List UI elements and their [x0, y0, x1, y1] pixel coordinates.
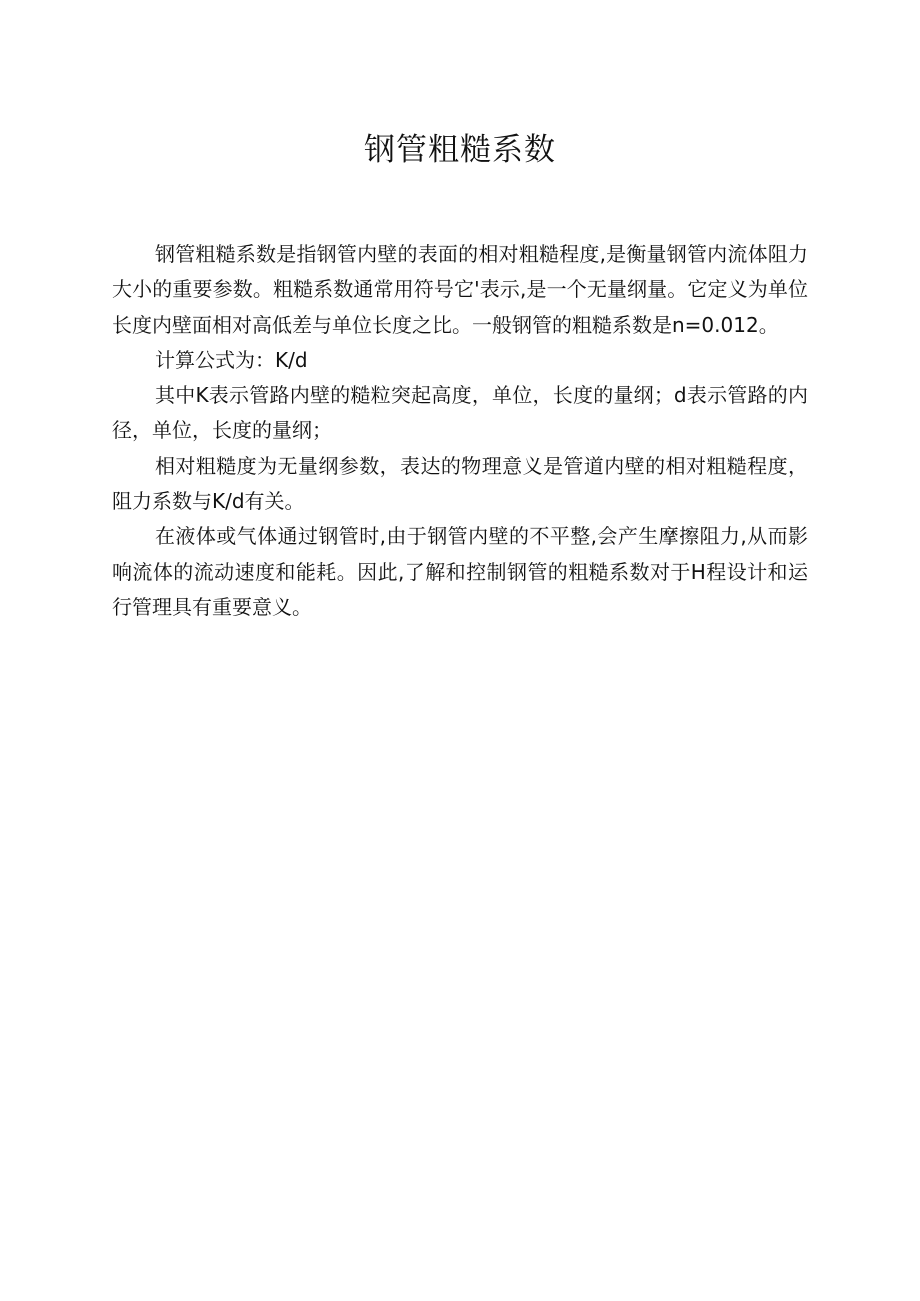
- paragraph-definition: 钢管粗糙系数是指钢管内壁的表面的相对粗糙程度,是衡量钢管内流体阻力大小的重要参数。粗糙系数通常用符号它'表示,是一个无量纲量。它定义为单位长度内壁面相对高低差与单位长度之比。一般钢管的粗糙系数是n=0.012。: [112, 242, 808, 337]
- document-title: 钢管粗糙系数: [364, 132, 556, 168]
- paragraph-significance: 在液体或气体通过钢管时,由于钢管内壁的不平整,会产生摩擦阻力,从而影响流体的流动速度和能耗。因此,了解和控制钢管的粗糙系数对于H程设计和运行管理具有重要意义。: [112, 524, 808, 619]
- paragraph-variables: 其中K表示管路内壁的糙粒突起高度，单位，长度的量纲；d表示管路的内径，单位，长度的量纲；: [112, 383, 808, 443]
- paragraph-relative-roughness: 相对粗糙度为无量纲参数，表达的物理意义是管道内壁的相对粗糙程度，阻力系数与K/d有关。: [112, 453, 808, 514]
- document-body: [112, 237, 808, 625]
- paragraph-formula: 计算公式为：K/d: [155, 347, 308, 372]
